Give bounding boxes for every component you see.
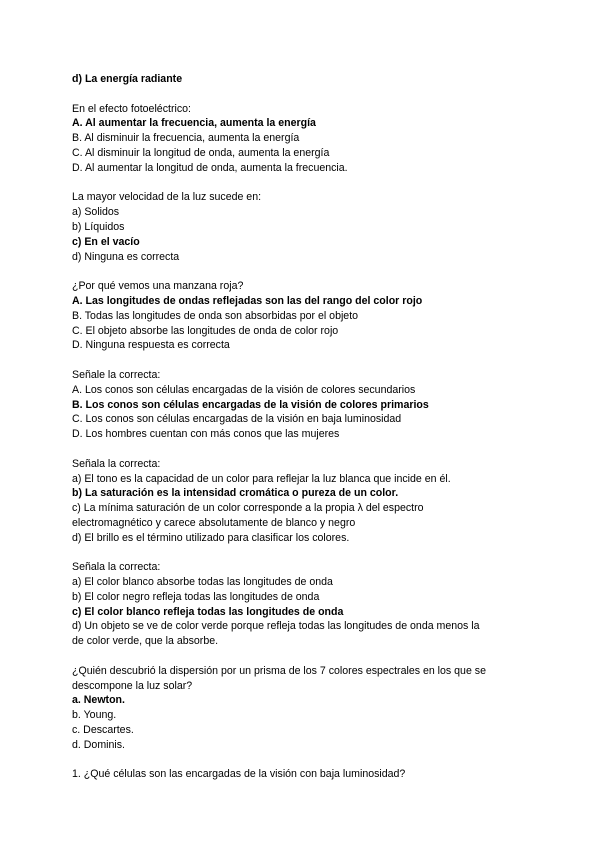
- option: d) El brillo es el término utilizado para clasificar los colores.: [72, 531, 350, 544]
- option-correct: c) En el vacío: [72, 235, 140, 248]
- spacer: [72, 176, 492, 191]
- option-correct: a. Newton.: [72, 694, 125, 707]
- option: C. El objeto absorbe las longitudes de onda de color rojo: [72, 324, 339, 337]
- question-block: [72, 279, 492, 353]
- document-content: [72, 72, 492, 782]
- option: D. Los hombres cuentan con más conos que las mujeres: [72, 428, 340, 441]
- option: A. Los conos son células encargadas de la visión de colores secundarios: [72, 383, 416, 396]
- option-correct: c) El color blanco refleja todas las longitudes de onda: [72, 605, 344, 618]
- question-prompt: Señala la correcta:: [72, 457, 161, 470]
- question-prompt: En el efecto fotoeléctrico:: [72, 102, 191, 115]
- question-prompt: Señale la correcta:: [72, 368, 161, 381]
- option-correct: B. Los conos son células encargadas de la visión de colores primarios: [72, 398, 429, 411]
- question-prompt: Señala la correcta:: [72, 561, 161, 574]
- option: D. Al aumentar la longitud de onda, aumenta la frecuencia.: [72, 161, 348, 174]
- intro-answer: d) La energía radiante: [72, 73, 183, 85]
- question-prompt: ¿Por qué vemos una manzana roja?: [72, 280, 244, 293]
- spacer: [72, 546, 492, 561]
- option: b) Líquidos: [72, 220, 125, 233]
- question-prompt: La mayor velocidad de la luz sucede en:: [72, 191, 262, 204]
- option: b) El color negro refleja todas las longitudes de onda: [72, 590, 320, 603]
- spacer: [72, 649, 492, 664]
- option: c. Descartes.: [72, 724, 134, 737]
- spacer: [72, 753, 492, 768]
- option: C. Al disminuir la longitud de onda, aumenta la energía: [72, 146, 330, 159]
- option: D. Ninguna respuesta es correcta: [72, 339, 230, 352]
- question-block: [72, 368, 492, 442]
- spacer: [72, 353, 492, 368]
- option: a) El color blanco absorbe todas las longitudes de onda: [72, 576, 333, 589]
- option: B. Al disminuir la frecuencia, aumenta la energía: [72, 132, 300, 145]
- option-correct: b) La saturación es la intensidad cromática o pureza de un color.: [72, 487, 399, 500]
- option-correct: A. Al aumentar la frecuencia, aumenta la energía: [72, 117, 316, 130]
- spacer: [72, 264, 492, 279]
- question-prompt: ¿Quién descubrió la dispersión por un prisma de los 7 colores espectrales en los que se descompone la luz solar?: [72, 664, 486, 692]
- option: d) Ninguna es correcta: [72, 250, 180, 263]
- question-block: [72, 190, 492, 264]
- option-correct: A. Las longitudes de ondas reflejadas son las del rango del color rojo: [72, 294, 423, 307]
- option: B. Todas las longitudes de onda son absorbidas por el objeto: [72, 309, 359, 322]
- question-block: [72, 560, 492, 649]
- option: C. Los conos son células encargadas de la visión en baja luminosidad: [72, 413, 402, 426]
- option: d. Dominis.: [72, 738, 125, 751]
- option: b. Young.: [72, 709, 117, 722]
- spacer: [72, 87, 492, 102]
- question-block: [72, 664, 492, 753]
- question-block: [72, 102, 492, 176]
- question-block: [72, 457, 492, 546]
- option: a) Solidos: [72, 206, 120, 219]
- option: d) Un objeto se ve de color verde porque refleja todas las longitudes de onda menos la de color verde, que la absorbe.: [72, 620, 480, 648]
- option: c) La mínima saturación de un color corresponde a la propia λ del espectro electromagnético y carece absolutamente de blanco y negro: [72, 502, 424, 529]
- spacer: [72, 442, 492, 457]
- final-question: 1. ¿Qué células son las encargadas de la visión con baja luminosidad?: [72, 768, 406, 781]
- option: a) El tono es la capacidad de un color para reflejar la luz blanca que incide en él.: [72, 472, 451, 485]
